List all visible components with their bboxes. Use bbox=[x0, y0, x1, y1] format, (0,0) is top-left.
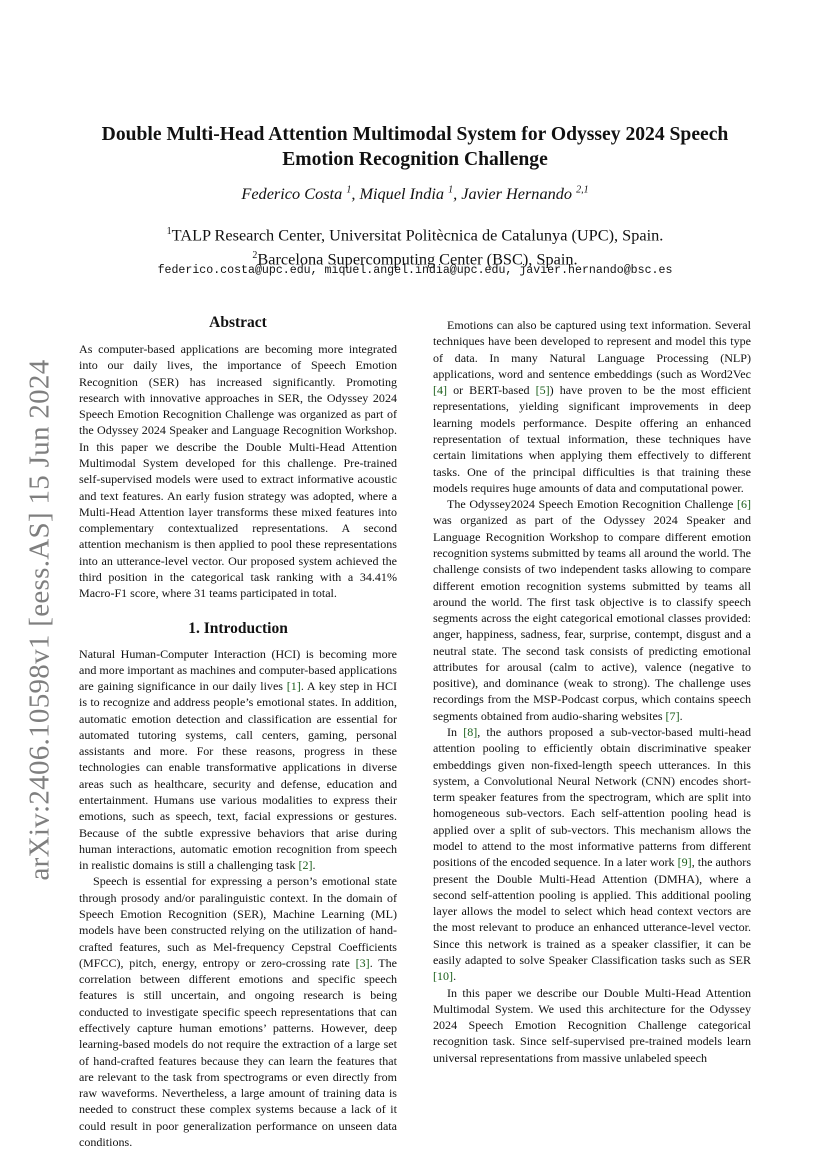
affiliation-text: TALP Research Center, Universitat Politècnica de Catalunya (UPC), Spain. bbox=[171, 225, 664, 245]
citation-link[interactable]: [1] bbox=[286, 679, 301, 694]
intro-paragraph-2: Speech is essential for expressing a person’s emotional state through prosody and/or paralinguistic context. In the domain of Speech Emotion Recognition (SER), Machine Learning (ML) models have been constructed relying on the utilization of hand-crafted features, such as Mel-frequency Cepstral Coefficients (MFCC), pitch, energy, entropy or zero-crossing rate [3]. The correlation between different emotions and specific speech features is still uncertain, and ongoing research is being conducted to investigate specific speech representations that can effectively capture human emotions’ patterns. However, deep learning-based models do not require the extraction of a large set of hand-crafted features because they can learn the features that are relevant to the task from spectrograms or even directly from raw waveforms. Nevertheless, a large amount of training data is needed to construct these complex systems because a lack of it could result in poor generalization performance on unseen data conditions. bbox=[79, 874, 397, 1149]
affiliation-line bbox=[70, 222, 760, 246]
author-affiliation-mark: 1 bbox=[448, 184, 454, 196]
citation-link[interactable]: [6] bbox=[736, 497, 751, 512]
title-line-1: Double Multi-Head Attention Multimodal System for Odyssey 2024 Speech bbox=[101, 124, 729, 145]
arxiv-identifier-stamp bbox=[18, 360, 62, 880]
abstract-text: As computer-based applications are becoming more integrated into our daily lives, the importance of Speech Emotion Recognition (SER) has increased significantly. Promoting research with innovative approaches in SER, the Odyssey 2024 Speech Emotion Recognition Challenge was organized as part of the Odyssey 2024 Speaker and Language Recognition Workshop. In this paper we describe the Double Multi-Head Attention Multimodal System developed for this challenge. Pre-trained self-supervised models were used to extract informative acoustic and text features. An early fusion strategy was adopted, where a Multi-Head Attention layer transforms these mixed features into complementary contextualized representations. A second attention mechanism is then applied to pool these representations into an utterance-level vector. Our proposed system achieved the third position in the categorical task ranking with a 34.41% Macro-F1 score, where 31 teams participated in total. bbox=[79, 342, 397, 601]
author-emails: federico.costa@upc.edu, miquel.angel.india@upc.edu, javier.hernando@bsc.es bbox=[157, 264, 673, 277]
left-column bbox=[79, 314, 397, 1150]
author-name: Javier Hernando bbox=[461, 184, 573, 203]
affiliation-mark: 1 bbox=[166, 226, 172, 237]
citation-link[interactable]: [8] bbox=[463, 725, 478, 740]
citation-link[interactable]: [3] bbox=[355, 955, 370, 970]
right-column bbox=[433, 317, 751, 1066]
author-name: Federico Costa bbox=[241, 184, 343, 203]
citation-link[interactable]: [5] bbox=[535, 383, 550, 398]
author-affiliation-mark: 1 bbox=[346, 184, 352, 196]
citation-link[interactable]: [9] bbox=[677, 855, 692, 870]
author-list: Federico Costa $^1$, Miquel India $^1$, Javier Hernando $^{2,1}$ bbox=[241, 184, 589, 203]
citation-link[interactable]: [10] bbox=[433, 969, 454, 984]
arxiv-identifier-text: arXiv:2406.10598v1 [eess.AS] 15 Jun 2024 bbox=[23, 359, 56, 881]
citation-link[interactable]: [7] bbox=[665, 708, 680, 723]
citation-link[interactable]: [2] bbox=[298, 858, 313, 873]
affiliation-list bbox=[70, 222, 760, 270]
abstract-heading: Abstract bbox=[209, 314, 267, 331]
intro-paragraph-5: In [8], the authors proposed a sub-vector-based multi-head attention pooling to efficiently obtain discriminative speaker embeddings given non-fixed-length speech utterances. In this system, a Convolutional Neural Network (CNN) encodes short-term speaker features from the spectrogram, which are split into homogeneous sub-vectors. Each self-attention pooling head is applied over a split of sub-vectors. This mechanism allows the model to attend to the most informative patterns from different positions of the encoded sequence. In a later work [9], the authors present the Double Multi-Head Attention (DMHA), where a second self-attention pooling is applied. This additional pooling layer allows the model to select which head context vectors are the most relevant to produce an enhanced utterance-level vector. Since this network is trained as a speaker classifier, it can be easily adapted to solve Speaker Classification tasks such as SER [10]. bbox=[433, 725, 752, 984]
author-affiliation-mark: 2,1 bbox=[576, 184, 589, 196]
author-name: Miquel India bbox=[359, 184, 445, 203]
intro-paragraph-6: In this paper we describe our Double Multi-Head Attention Multimodal System. We used this architecture for the Odyssey 2024 Speech Emotion Recognition Challenge categorical recognition task. Since self-supervised pre-trained models learn universal representations from massive unlabeled speech bbox=[433, 985, 751, 1065]
introduction-heading: 1. Introduction bbox=[188, 619, 288, 637]
affiliation-text: Barcelona Supercomputing Center (BSC), Spain. bbox=[257, 249, 578, 269]
title-line-2: Emotion Recognition Challenge bbox=[282, 149, 548, 170]
intro-paragraph-4: The Odyssey2024 Speech Emotion Recognition Challenge [6] was organized as part of the Odyssey 2024 Speaker and Language Recognition Workshop to compare different emotion recognition systems submitted by teams all around the world. The challenge consists of two independent tasks allowing to compare different emotion recognition systems submitted by teams all around the world. The first task objective is to classify speech segments across the eight categorical emotional classes provided: anger, happiness, sadness, fear, surprise, contempt, disgust and a neutral state. The second task consists of predicting emotional attributes for arousal (calm to active), valence (negative to positive), and dominance (weak to strong). The challenge uses recordings from the MSP-Podcast corpus, which contains speech segments obtained from audio-sharing websites [7]. bbox=[433, 497, 751, 723]
intro-paragraph-3: Emotions can also be captured using text information. Several techniques have been developed to represent and model this type of data. In many Natural Language Processing (NLP) applications, word and sentence embeddings (such as Word2Vec [4] or BERT-based [5]) have proven to be the most efficient representations, yielding significant improvements in deep learning models performance. Despite offering an enhanced representation of textual information, these techniques have certain limitations when applying them effectively to different tasks. One of the principal difficulties is that training these models requires huge amounts of data and computational power. bbox=[433, 318, 751, 495]
intro-paragraph-1: Natural Human-Computer Interaction (HCI) is becoming more and more important as machines and computer-based applications are gaining significance in our daily lives [1]. A key step in HCI is to recognize and address people’s emotional states. In addition, automatic emotion detection and classification are essential for automated tutoring systems, call centers, gaming, personal assistants and more. For these reasons, progress in these technologies can enable transformative applications in diverse areas such as healthcare, security and defense, education and entertainment. Humans use various modalities to express their emotions, such as speech, text, facial expressions or gestures. Because of the subtle expressive behaviors that arise during human interactions, automatic emotion recognition from speech in realistic domains is still a challenging task [2]. bbox=[79, 646, 397, 873]
paper-title bbox=[70, 122, 760, 172]
citation-link[interactable]: [4] bbox=[433, 383, 448, 398]
affiliation-mark: 2 bbox=[252, 249, 258, 261]
